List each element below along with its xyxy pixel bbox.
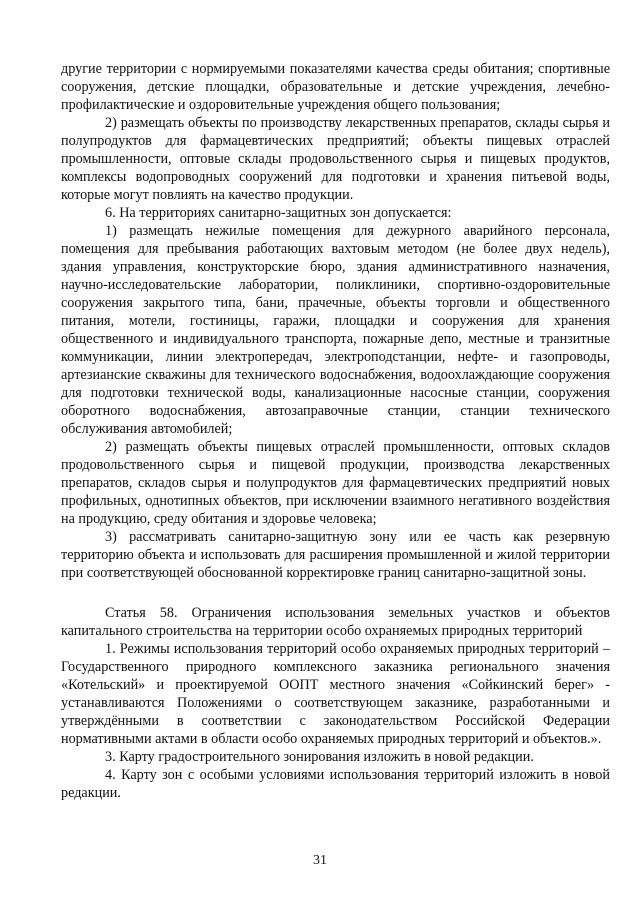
paragraph-item-2-prohibited: 2) размещать объекты по производству лекарственных препаратов, склады сырья и полупродуктов для фармацевтических предприятий; объекты пищевых отраслей промышленности, оптовые склады продовольственного сырья и пищевых продуктов, комплексы водопроводных сооружений для подготовки и хранения питьевой воды, которые могут повлиять на качество продукции. [61, 115, 610, 203]
paragraph-article-58-item-1: 1. Режимы использования территорий особо охраняемых природных территорий – Государственного природного комплексного заказника регионального значения «Котельский» и проектируемой ООПТ местного значения «Сойкинский берег» - устанавливаются Положениями о соответствующем заказнике, разработанными и утверждёнными в соответствии с законодательством Российской Федерации нормативными актами в области особо охраняемых природных территорий и объектов.». [61, 641, 610, 747]
paragraph-section-6-heading: 6. На территориях санитарно-защитных зон допускается: [105, 205, 452, 221]
paragraph-item-4-zones-map: 4. Карту зон с особыми условиями использования территорий изложить в новой редакции. [61, 767, 610, 801]
paragraph-allowed-item-1: 1) размещать нежилые помещения для дежурного аварийного персонала, помещения для пребывания работающих вахтовым методом (не более двух недель), здания управления, конструкторские бюро, здания административного назначения, научно-исследовательские лаборатории, поликлиники, спортивно-оздоровительные сооружения закрытого типа, бани, прачечные, объекты торговли и общественного питания, мотели, гостиницы, гаражи, площадки и сооружения для хранения общественного и индивидуального транспорта, пожарные депо, местные и транзитные коммуникации, линии электропередач, электроподстанции, нефте- и газопроводы, артезианские скважины для технического водоснабжения, водоохлаждающие сооружения для подготовки технической воды, канализационные насосные станции, сооружения оборотного водоснабжения, автозаправочные станции, станции технического обслуживания автомобилей; [61, 223, 610, 437]
article-58-heading: Статья 58. Ограничения использования земельных участков и объектов капитального строительства на территории особо охраняемых природных территорий [61, 605, 610, 639]
page-number: 31 [313, 853, 327, 868]
document-body [61, 60, 610, 802]
paragraph-continuation: другие территории с нормируемыми показателями качества среды обитания; спортивные сооружения, детские площадки, образовательные и детские учреждения, лечебно-профилактические и оздоровительные учреждения общего пользования; [61, 61, 610, 113]
paragraph-allowed-item-3: 3) рассматривать санитарно-защитную зону или ее часть как резервную территорию объекта и использовать для расширения промышленной и жилой территории при соответствующей обоснованной корректировке границ санитарно-защитной зоны. [61, 529, 610, 581]
paragraph-item-3-zoning-map: 3. Карту градостроительного зонирования изложить в новой редакции. [105, 749, 534, 765]
paragraph-allowed-item-2: 2) размещать объекты пищевых отраслей промышленности, оптовых складов продовольственного сырья и пищевой продукции, производства лекарственных препаратов, складов сырья и полупродуктов для фармацевтических предприятий новых профильных, однотипных объектов, при исключении взаимного негативного воздействия на продукцию, среду обитания и здоровье человека; [61, 439, 610, 527]
